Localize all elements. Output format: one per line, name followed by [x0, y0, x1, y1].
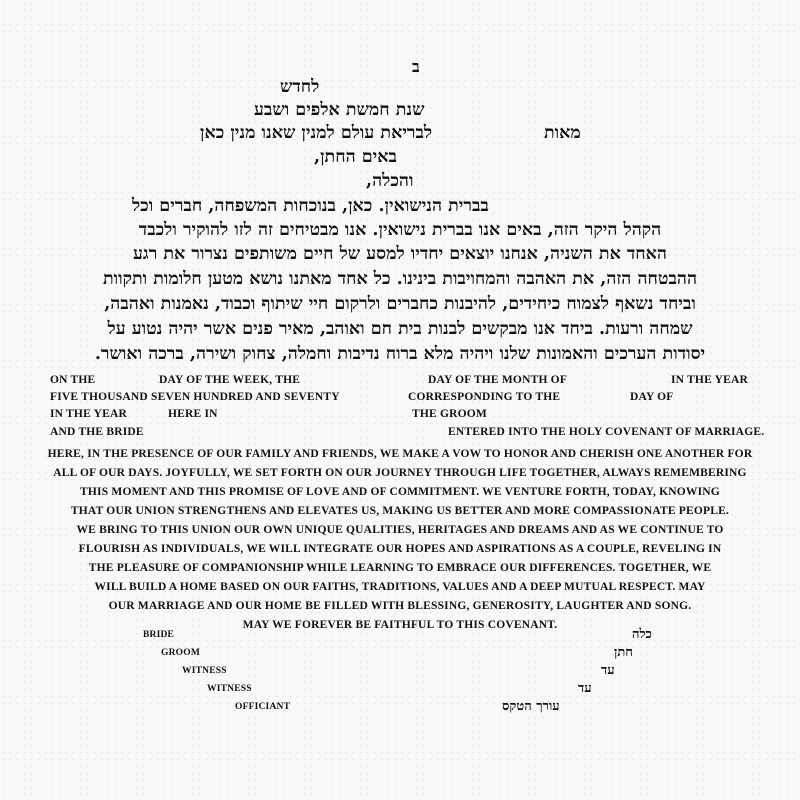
hebrew-groom-line: באים החתן,: [314, 147, 397, 167]
english-body-line: HERE, IN THE PRESENCE OF OUR FAMILY AND FRIENDS, WE MAKE A VOW TO HONOR AND CHERISH ONE ANOTHER FOR: [47, 448, 753, 460]
hebrew-creation-line: לבריאת עולם למנין שאנו מנין כאן: [200, 123, 433, 143]
english-date-line-1-mid: DAY OF THE WEEK, THE: [159, 374, 301, 386]
hebrew-month-line: לחדש: [280, 77, 320, 97]
english-body-line: MAY WE FOREVER BE FAITHFUL TO THIS COVENANT.: [242, 619, 558, 631]
english-body-line: WE BRING TO THIS UNION OUR OWN UNIQUE QUALITIES, HERITAGES AND DREAMS AND AS WE CONTINUE TO: [76, 524, 724, 536]
hebrew-top-letter: ב: [412, 57, 420, 76]
english-date-line-1-left: ON THE: [50, 374, 96, 386]
english-date-line-2-left: FIVE THOUSAND SEVEN HUNDRED AND SEVENTY: [50, 391, 340, 403]
signature-label-ed-2: עד: [578, 681, 592, 696]
signature-label-chatan: חתן: [614, 645, 633, 660]
english-body-line: OUR MARRIAGE AND OUR HOME BE FILLED WITH BLESSING, GENEROSITY, LAUGHTER AND SONG.: [108, 600, 692, 612]
hebrew-body-line: ההבטחה הזה, את האהבה והמחויבות בינינו. כל אחד מאתנו נושא מטען חלומות ותקוות: [102, 269, 698, 289]
hebrew-body-line: וביחד נשאף לצמוח כיחידים, להיבנות כחברים ולרקום חיי שיתוף וכבוד, נאמנות ואהבה,: [104, 294, 696, 314]
english-date-line-4-right-a: ENTERED INTO THE HOLY COVENANT OF MARRIAGE.: [448, 426, 765, 438]
english-body-line: THIS MOMENT AND THIS PROMISE OF LOVE AND OF COMMITMENT. WE VENTURE FORTH, TODAY, KNOWING: [80, 486, 720, 498]
english-date-line-2-right-a: CORRESPONDING TO THE: [408, 391, 561, 403]
english-date-line-2-right-b: DAY OF: [630, 391, 674, 403]
english-date-line-4-left: AND THE BRIDE: [50, 426, 144, 438]
hebrew-body-line: בברית הנישואין. כאן, בנוכחות המשפחה, חברים וכל: [132, 196, 489, 216]
signature-label-kallah: כלה: [632, 627, 652, 642]
english-body-line: THE PLEASURE OF COMPANIONSHIP WHILE LEARNING TO EMBRACE OUR DIFFERENCES. TOGETHER, WE: [88, 562, 712, 574]
hebrew-body-line: יסודות הערכים והאמונות שלנו ויהיה מלא ברוח נדיבות וחמלה, צחוק ושירה, ברכה ואושר.: [94, 344, 706, 364]
signature-label-bride: BRIDE: [143, 630, 175, 640]
signature-label-witness-1: WITNESS: [182, 666, 227, 676]
signature-label-witness-2: WITNESS: [207, 684, 252, 694]
signature-label-officiant: OFFICIANT: [235, 702, 291, 712]
english-date-line-3-left: IN THE YEAR: [50, 408, 127, 420]
hebrew-bride-line: והכלה,: [366, 171, 414, 191]
english-date-line-1-right-a: DAY OF THE MONTH OF: [428, 374, 568, 386]
hebrew-body-line: האחד את השניה, אנחנו יוצאים יחדיו למסע של חיים משותפים נצרור את רגע: [133, 244, 667, 264]
hebrew-year-line: שנת חמשת אלפים ושבע: [254, 100, 425, 120]
hebrew-body-line: שמחה ורעות. ביחד אנו מבקשים לבנות בית חם ואוהב, מאיר פנים אשר יהיה נטוע על: [107, 319, 693, 339]
signature-label-ed-1: עד: [601, 663, 615, 678]
signature-label-groom: GROOM: [161, 648, 200, 658]
hebrew-body-line: הקהל היקר הזה, באים אנו בברית נישואין. אנו מבטיחים זה לזו להוקיר ולכבד: [138, 220, 662, 240]
signature-label-orech-hatekes: עורך הטקס: [502, 699, 560, 714]
english-body-line: ALL OF OUR DAYS. JOYFULLY, WE SET FORTH ON OUR JOURNEY THROUGH LIFE TOGETHER, ALWAYS REMEMBERING: [53, 467, 747, 479]
english-body-line: FLOURISH AS INDIVIDUALS, WE WILL INTEGRATE OUR HOPES AND ASPIRATIONS AS A COUPLE, REVELING IN: [78, 543, 722, 555]
english-date-line-3-mid: HERE IN: [168, 408, 218, 420]
english-date-line-3-right-a: THE GROOM: [412, 408, 487, 420]
hebrew-meot-word: מאות: [544, 123, 581, 143]
english-body-line: THAT OUR UNION STRENGTHENS AND ELEVATES US, MAKING US BETTER AND MORE COMPASSIONATE PEOPLE.: [70, 505, 730, 517]
english-date-line-1-right-b: IN THE YEAR: [671, 374, 748, 386]
english-body-line: WILL BUILD A HOME BASED ON OUR FAITHS, TRADITIONS, VALUES AND A DEEP MUTUAL RESPECT. MAY: [94, 581, 706, 593]
